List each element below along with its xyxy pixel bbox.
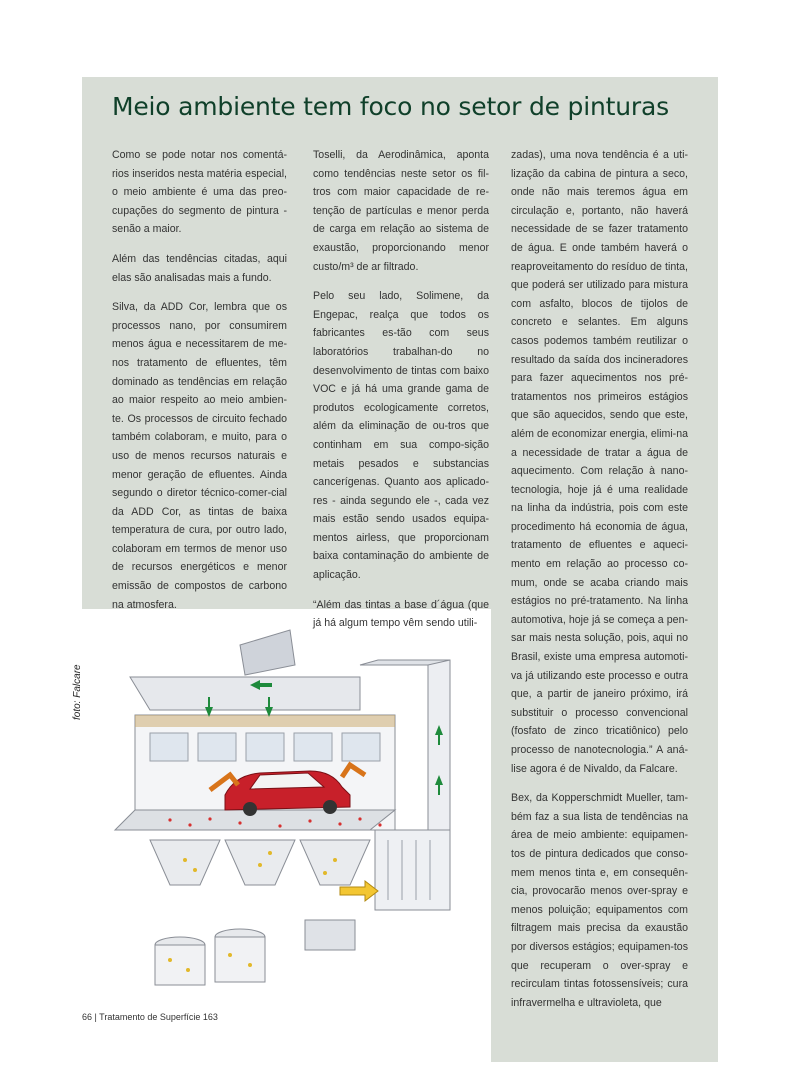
text-column-3 bbox=[511, 146, 688, 1023]
photo-credit: foto: Falcare bbox=[72, 664, 83, 720]
text-column-2 bbox=[313, 146, 489, 644]
paragraph: Toselli, da Aerodinâmica, aponta como tendências neste setor os fil-tros com maior capacidade de re-tenção de partículas e menor perda de carga em relação ao sistema de exaustão, proporcionando menor custo/m³ de ar filtrado. bbox=[313, 149, 489, 273]
paint-booth-illustration bbox=[110, 625, 485, 997]
paragraph: zadas), uma nova tendência é a uti-lização da cabina de pintura a seco, onde não mais teremos água em circulação e, portanto, não haverá necessidade de se fazer tratamento de água. E onde também haverá o reaproveitamento do resíduo de tinta, que poderá ser utilizado para mistura com asfalto, blocos de tijolos de concreto e selantes. Em alguns casos podemos também reutilizar o resultado da saída dos incineradores para fazer aquecimentos nos pré-tratamentos nos primeiros estágios que são aquecidos, sendo que este, além de economizar energia, elimi-na a necessidade de tratar a água de aquecimento. Com relação à nano-tecnologia, hoje já é uma realidade na linha da indústria, pois com este procedimento há economia de água, tratamento de efluentes e aqueci-mento em relação ao processo co-mum, onde se acaba criando mais estágios no pré-tratamento. Na linha automotiva, hoje já se começa a pen-sar mais nesta solução, pois, aqui no Brasil, existe uma empresa automoti-va já utilizando este processo e outra que, a partir de janeiro próximo, irá substituir o processo convencional (fosfato de zinco tricatiônico) pelo processo de nanotecnologia.” A aná-lise agora é de Nivaldo, da Falcare. bbox=[511, 149, 688, 775]
paragraph: Bex, da Kopperschmidt Mueller, tam-bém faz a sua lista de tendências na área de meio ambiente: equipamen-tos de pintura dedicados que conso-mem menos tinta e, em consequên-cia, provocarão menos over-spray e menos poluição; equipamentos com filtragem mais precisa da exaustão por diversos estágios; equipamen-tos que recuperam o over-spray e recirculam tintas fotossensíveis; cura infravermelha e ultravioleta, que bbox=[511, 792, 688, 1009]
text-column-1 bbox=[112, 146, 287, 625]
paragraph: Como se pode notar nos comentá-rios inseridos nesta matéria especial, o meio ambiente é uma das preo-cupações do segmento de pintura - senão a maior. bbox=[112, 149, 287, 236]
paragraph: “Além das tintas a base d´água (que já há algum tempo vêm sendo utili- bbox=[313, 598, 489, 630]
paragraph: Além das tendências citadas, aqui elas são analisadas mais a fundo. bbox=[112, 252, 287, 284]
article-title: Meio ambiente tem foco no setor de pinturas bbox=[112, 92, 669, 121]
page-footer: 66 | Tratamento de Superfície 163 bbox=[82, 1012, 218, 1022]
paragraph: Silva, da ADD Cor, lembra que os processos nano, por consumirem menos água e necessitarem de me-nos tratamento de efluentes, têm dominado as tendências em relação ao maior respeito ao meio ambien-te. Os processos de circuito fechado também colaboram, e muito, para o uso de menos recursos naturais e menor geração de efluentes. Ainda segundo o diretor técnico-comer-cial da ADD Cor, as tintas de baixa temperatura de cura, por outro lado, colaboram em termos de menor uso de recursos energéticos e menor emissão de compostos de carbono na atmosfera. bbox=[112, 301, 287, 611]
paragraph: Pelo seu lado, Solimene, da Engepac, realça que todos os fabricantes es-tão com seus laboratórios trabalhan-do no desenvolvimento de tintas com baixo VOC e já há uma grande gama de produtos ecologicamente corretos, além da eliminação de ou-tros que continham em sua compo-sição metais pesados e substancias cancerígenas. Quanto aos aplicado-res - ainda segundo ele -, cada vez mais estão sendo usados equipa-mentos airless, que proporcionam baixa contaminação do ambiente de aplicação. bbox=[313, 290, 489, 582]
